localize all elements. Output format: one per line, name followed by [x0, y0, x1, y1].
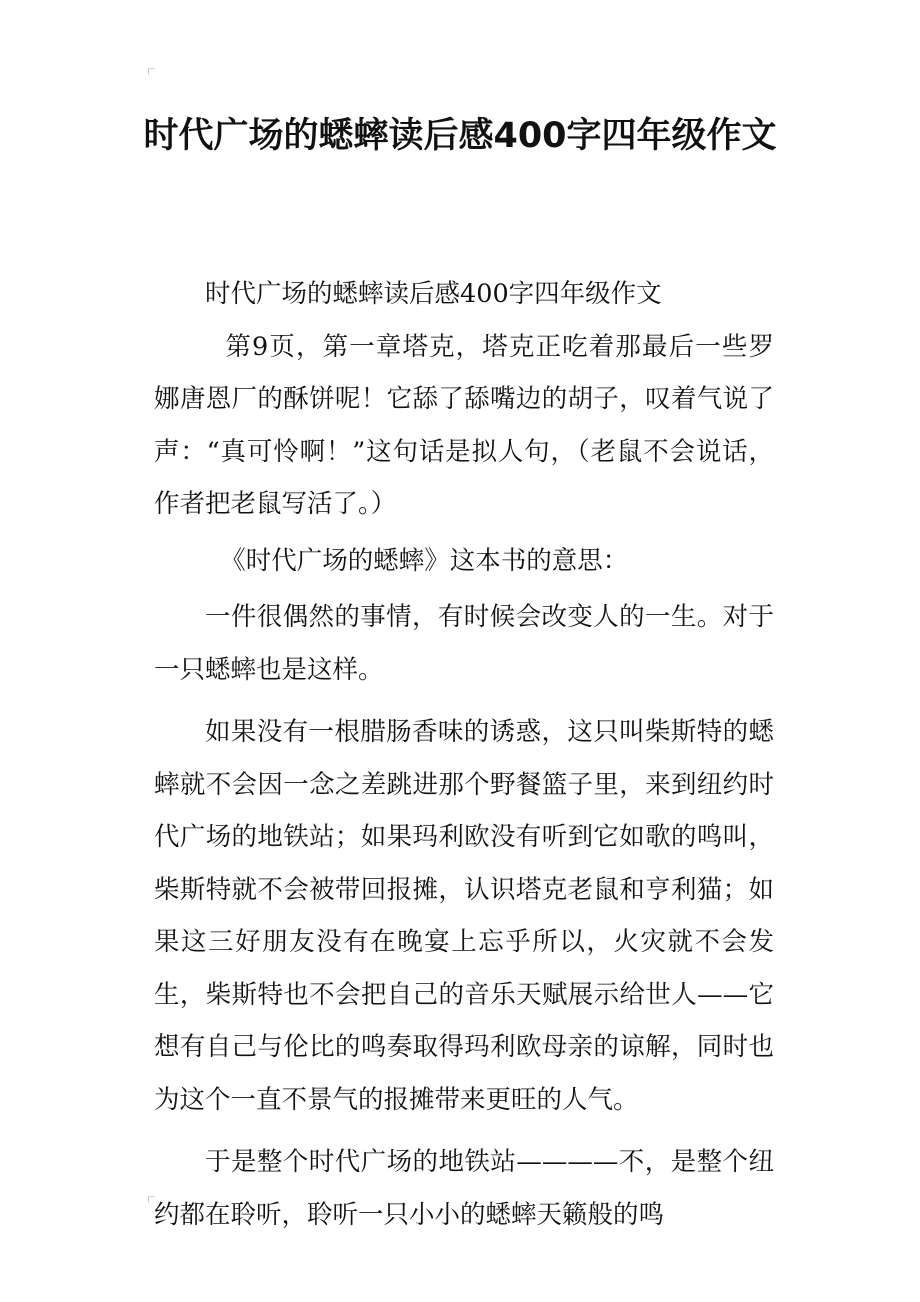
paragraph: 《时代广场的蟋蟀》这本书的意思：: [220, 545, 629, 576]
corner-mark: [148, 68, 155, 75]
paragraph: 如果没有一根腊肠香味的诱惑，这只叫柴斯特的蟋蟀就不会因一念之差跳进那个野餐篮子里，来到纽约时代广场的地铁站；如果玛利欧没有听到它如歌的鸣叫，柴斯特就不会被带回报摊，认识塔克老鼠和亨利猫；如果这三好朋友没有在晚宴上忘乎所以，火灾就不会发生，柴斯特也不会把自己的音乐天赋展示给世人——它想有自己与伦比的鸣奏取得玛利欧母亲的谅解，同时也为这个一直不景气的报摊带来更旺的人气。: [154, 717, 774, 1115]
document-body: [154, 268, 774, 1241]
paragraph: 于是整个时代广场的地铁站————不，是整个纽约都在聆听，聆听一只小小的蟋蟀天籁般的鸣: [154, 1147, 774, 1230]
paragraph-subtitle: 时代广场的蟋蟀读后感400字四年级作文: [205, 279, 662, 309]
paragraph: 一件很偶然的事情，有时候会改变人的一生。对于一只蟋蟀也是这样。: [154, 602, 774, 685]
paragraph: 第9页，第一章塔克，塔克正吃着那最后一些罗娜唐恩厂的酥饼呢！它舔了舔嘴边的胡子，叹着气说了声：“真可怜啊！”这句话是拟人句，（老鼠不会说话，作者把老鼠写活了。）: [154, 331, 774, 519]
document-title: 时代广场的蟋蟀读后感400字四年级作文: [143, 116, 777, 156]
